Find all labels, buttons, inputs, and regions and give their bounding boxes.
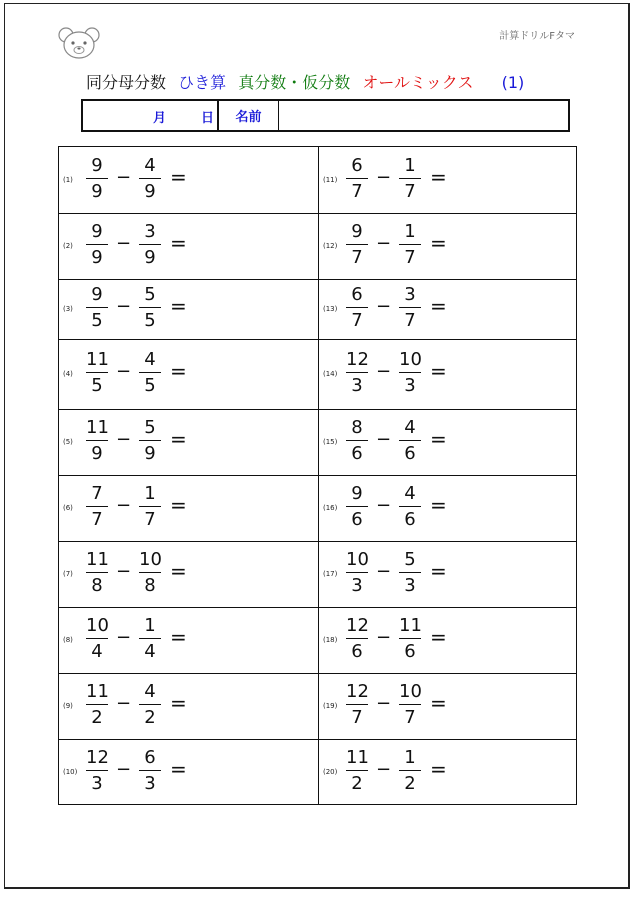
title-part-4: オールミックス — [362, 73, 474, 92]
denominator: 9 — [144, 247, 156, 268]
minus-sign: − — [116, 693, 132, 714]
minus-sign: − — [116, 233, 132, 254]
fraction-b — [139, 155, 161, 203]
equals-sign: = — [170, 427, 187, 451]
minus-sign: − — [376, 167, 392, 188]
numerator: 3 — [144, 221, 156, 242]
answer-area[interactable] — [457, 284, 567, 334]
fraction-a — [346, 747, 368, 795]
answer-area[interactable] — [197, 681, 307, 731]
numerator: 4 — [144, 349, 156, 370]
problem-number: (18) — [323, 636, 338, 644]
problem-6 — [59, 475, 317, 540]
numerator: 10 — [399, 349, 422, 370]
problem-number: (20) — [323, 768, 338, 776]
fraction-a — [346, 615, 368, 663]
minus-sign: − — [116, 361, 132, 382]
numerator: 5 — [144, 417, 156, 438]
numerator: 5 — [404, 549, 416, 570]
numerator: 9 — [351, 221, 363, 242]
fraction-bar — [86, 307, 108, 308]
fraction-bar — [86, 372, 108, 373]
fraction-a — [86, 615, 108, 663]
fraction-a — [86, 284, 108, 332]
bear-logo-icon — [57, 25, 101, 61]
problem-number: (4) — [63, 370, 73, 378]
day-label: 日 — [201, 111, 215, 126]
minus-sign: − — [116, 627, 132, 648]
problem-number: (8) — [63, 636, 73, 644]
numerator: 11 — [86, 681, 109, 702]
numerator: 11 — [86, 417, 109, 438]
numerator: 3 — [404, 284, 416, 305]
worksheet-title — [86, 70, 531, 93]
answer-area[interactable] — [457, 221, 567, 271]
numerator: 4 — [144, 155, 156, 176]
answer-area[interactable] — [457, 349, 567, 399]
numerator: 10 — [346, 549, 369, 570]
problem-4 — [59, 341, 317, 406]
answer-area[interactable] — [197, 221, 307, 271]
problem-number: (3) — [63, 305, 73, 313]
problem-number: (17) — [323, 570, 338, 578]
fraction-a — [346, 483, 368, 531]
fraction-bar — [139, 244, 161, 245]
fraction-a — [86, 417, 108, 465]
name-field[interactable] — [279, 101, 568, 130]
problem-number: (5) — [63, 438, 73, 446]
denominator: 3 — [91, 773, 103, 794]
numerator: 9 — [91, 155, 103, 176]
denominator: 5 — [144, 310, 156, 331]
problem-18 — [319, 607, 577, 672]
denominator: 7 — [404, 310, 416, 331]
problem-number: (1) — [63, 176, 73, 184]
numerator: 10 — [86, 615, 109, 636]
name-label: 名前 — [219, 101, 279, 130]
denominator: 2 — [404, 773, 416, 794]
fraction-bar — [399, 372, 421, 373]
equals-sign: = — [430, 427, 447, 451]
fraction-a — [346, 349, 368, 397]
fraction-bar — [139, 770, 161, 771]
problem-17 — [319, 541, 577, 606]
fraction-a — [86, 483, 108, 531]
fraction-bar — [86, 506, 108, 507]
problem-8 — [59, 607, 317, 672]
numerator: 8 — [351, 417, 363, 438]
denominator: 7 — [351, 707, 363, 728]
numerator: 11 — [86, 549, 109, 570]
fraction-b — [399, 681, 421, 729]
problem-20 — [319, 739, 577, 804]
equals-sign: = — [430, 559, 447, 583]
fraction-bar — [346, 372, 368, 373]
problem-number: (14) — [323, 370, 338, 378]
numerator: 6 — [351, 155, 363, 176]
minus-sign: − — [376, 361, 392, 382]
numerator: 9 — [91, 221, 103, 242]
equals-sign: = — [170, 294, 187, 318]
fraction-bar — [399, 440, 421, 441]
title-part-3: 真分数・仮分数 — [238, 73, 351, 92]
fraction-bar — [346, 178, 368, 179]
equals-sign: = — [170, 165, 187, 189]
fraction-bar — [399, 704, 421, 705]
problem-3 — [59, 276, 317, 341]
problem-number: (13) — [323, 305, 338, 313]
numerator: 10 — [139, 549, 162, 570]
answer-area[interactable] — [197, 747, 307, 797]
brand-text: 計算ドリルFタマ — [499, 31, 575, 42]
denominator: 7 — [351, 247, 363, 268]
equals-sign: = — [170, 691, 187, 715]
equals-sign: = — [430, 359, 447, 383]
fraction-bar — [399, 307, 421, 308]
title-part-1: 同分母分数 — [86, 73, 167, 92]
equals-sign: = — [430, 294, 447, 318]
equals-sign: = — [430, 165, 447, 189]
fraction-b — [399, 221, 421, 269]
numerator: 11 — [399, 615, 422, 636]
denominator: 4 — [144, 641, 156, 662]
problem-number: (10) — [63, 768, 78, 776]
problem-number: (9) — [63, 702, 73, 710]
equals-sign: = — [430, 493, 447, 517]
date-field[interactable] — [83, 101, 219, 130]
fraction-b — [139, 615, 161, 663]
numerator: 4 — [144, 681, 156, 702]
problem-number: (12) — [323, 242, 338, 250]
fraction-b — [399, 615, 421, 663]
problem-number: (2) — [63, 242, 73, 250]
problem-10 — [59, 739, 317, 804]
minus-sign: − — [116, 167, 132, 188]
denominator: 3 — [404, 575, 416, 596]
fraction-bar — [86, 638, 108, 639]
problem-number: (11) — [323, 176, 338, 184]
denominator: 5 — [91, 375, 103, 396]
fraction-a — [346, 417, 368, 465]
fraction-bar — [86, 440, 108, 441]
fraction-bar — [346, 638, 368, 639]
fraction-a — [346, 221, 368, 269]
fraction-bar — [399, 244, 421, 245]
minus-sign: − — [116, 296, 132, 317]
minus-sign: − — [376, 233, 392, 254]
problem-16 — [319, 475, 577, 540]
fraction-b — [139, 483, 161, 531]
fraction-b — [399, 417, 421, 465]
fraction-bar — [139, 506, 161, 507]
denominator: 5 — [144, 375, 156, 396]
answer-area[interactable] — [197, 615, 307, 665]
denominator: 2 — [91, 707, 103, 728]
fraction-a — [346, 155, 368, 203]
fraction-bar — [86, 178, 108, 179]
numerator: 4 — [404, 417, 416, 438]
problem-14 — [319, 341, 577, 406]
problem-19 — [319, 673, 577, 738]
denominator: 7 — [144, 509, 156, 530]
equals-sign: = — [170, 493, 187, 517]
fraction-bar — [346, 704, 368, 705]
numerator: 12 — [86, 747, 109, 768]
denominator: 2 — [144, 707, 156, 728]
denominator: 3 — [144, 773, 156, 794]
equals-sign: = — [170, 231, 187, 255]
problem-1 — [59, 147, 317, 212]
denominator: 9 — [144, 443, 156, 464]
fraction-b — [139, 349, 161, 397]
fraction-bar — [346, 244, 368, 245]
denominator: 4 — [91, 641, 103, 662]
numerator: 12 — [346, 681, 369, 702]
denominator: 9 — [91, 443, 103, 464]
problem-number: (19) — [323, 702, 338, 710]
fraction-b — [139, 417, 161, 465]
numerator: 11 — [86, 349, 109, 370]
problem-13 — [319, 276, 577, 341]
fraction-b — [139, 221, 161, 269]
month-label: 月 — [153, 111, 167, 126]
numerator: 4 — [404, 483, 416, 504]
problem-number: (16) — [323, 504, 338, 512]
name-date-bar — [81, 99, 570, 132]
numerator: 12 — [346, 615, 369, 636]
denominator: 8 — [91, 575, 103, 596]
numerator: 1 — [144, 615, 156, 636]
numerator: 10 — [399, 681, 422, 702]
numerator: 1 — [144, 483, 156, 504]
answer-area[interactable] — [197, 417, 307, 467]
equals-sign: = — [170, 559, 187, 583]
fraction-bar — [139, 440, 161, 441]
denominator: 5 — [91, 310, 103, 331]
numerator: 6 — [351, 284, 363, 305]
denominator: 7 — [91, 509, 103, 530]
fraction-bar — [139, 704, 161, 705]
fraction-bar — [346, 307, 368, 308]
minus-sign: − — [116, 561, 132, 582]
fraction-a — [346, 284, 368, 332]
fraction-bar — [86, 704, 108, 705]
numerator: 9 — [351, 483, 363, 504]
answer-area[interactable] — [457, 155, 567, 205]
numerator: 5 — [144, 284, 156, 305]
minus-sign: − — [376, 495, 392, 516]
answer-area[interactable] — [457, 483, 567, 533]
fraction-b — [139, 681, 161, 729]
title-part-2: ひき算 — [178, 73, 227, 92]
answer-area[interactable] — [457, 615, 567, 665]
sheet-number: (1) — [501, 73, 525, 92]
problem-12 — [319, 213, 577, 278]
fraction-a — [86, 747, 108, 795]
minus-sign: − — [116, 759, 132, 780]
numerator: 6 — [144, 747, 156, 768]
equals-sign: = — [170, 757, 187, 781]
fraction-bar — [399, 770, 421, 771]
fraction-bar — [86, 244, 108, 245]
fraction-b — [399, 349, 421, 397]
fraction-a — [86, 221, 108, 269]
fraction-b — [399, 483, 421, 531]
denominator: 9 — [144, 181, 156, 202]
denominator: 3 — [351, 375, 363, 396]
denominator: 2 — [351, 773, 363, 794]
minus-sign: − — [376, 759, 392, 780]
equals-sign: = — [430, 231, 447, 255]
numerator: 9 — [91, 284, 103, 305]
problem-number: (7) — [63, 570, 73, 578]
numerator: 1 — [404, 155, 416, 176]
answer-area[interactable] — [197, 155, 307, 205]
problem-number: (6) — [63, 504, 73, 512]
fraction-a — [346, 549, 368, 597]
equals-sign: = — [170, 359, 187, 383]
answer-area[interactable] — [457, 747, 567, 797]
fraction-a — [346, 681, 368, 729]
denominator: 6 — [351, 443, 363, 464]
problem-grid — [58, 146, 577, 805]
minus-sign: − — [116, 429, 132, 450]
answer-area[interactable] — [197, 483, 307, 533]
fraction-bar — [399, 506, 421, 507]
fraction-b — [139, 284, 161, 332]
fraction-bar — [399, 572, 421, 573]
fraction-bar — [139, 572, 161, 573]
problem-number: (15) — [323, 438, 338, 446]
fraction-bar — [86, 770, 108, 771]
denominator: 6 — [404, 509, 416, 530]
fraction-b — [399, 747, 421, 795]
fraction-bar — [399, 638, 421, 639]
fraction-a — [86, 681, 108, 729]
minus-sign: − — [376, 627, 392, 648]
denominator: 9 — [91, 181, 103, 202]
fraction-bar — [86, 572, 108, 573]
problem-5 — [59, 409, 317, 474]
problem-9 — [59, 673, 317, 738]
fraction-bar — [139, 307, 161, 308]
fraction-b — [139, 747, 161, 795]
numerator: 1 — [404, 221, 416, 242]
fraction-bar — [346, 770, 368, 771]
fraction-bar — [346, 506, 368, 507]
equals-sign: = — [430, 757, 447, 781]
minus-sign: − — [116, 495, 132, 516]
denominator: 9 — [91, 247, 103, 268]
fraction-a — [86, 155, 108, 203]
denominator: 6 — [404, 641, 416, 662]
problem-15 — [319, 409, 577, 474]
answer-area[interactable] — [197, 284, 307, 334]
equals-sign: = — [170, 625, 187, 649]
denominator: 7 — [404, 181, 416, 202]
minus-sign: − — [376, 561, 392, 582]
numerator: 7 — [91, 483, 103, 504]
answer-area[interactable] — [457, 549, 567, 599]
fraction-bar — [346, 572, 368, 573]
denominator: 8 — [144, 575, 156, 596]
fraction-bar — [139, 178, 161, 179]
numerator: 11 — [346, 747, 369, 768]
answer-area[interactable] — [197, 549, 307, 599]
denominator: 7 — [404, 707, 416, 728]
numerator: 1 — [404, 747, 416, 768]
problem-7 — [59, 541, 317, 606]
equals-sign: = — [430, 691, 447, 715]
fraction-b — [399, 284, 421, 332]
fraction-b — [399, 549, 421, 597]
denominator: 7 — [404, 247, 416, 268]
fraction-b — [139, 549, 161, 597]
problem-2 — [59, 213, 317, 278]
answer-area[interactable] — [457, 681, 567, 731]
fraction-b — [399, 155, 421, 203]
equals-sign: = — [430, 625, 447, 649]
fraction-bar — [346, 440, 368, 441]
denominator: 6 — [351, 641, 363, 662]
problem-11 — [319, 147, 577, 212]
fraction-bar — [139, 638, 161, 639]
denominator: 6 — [351, 509, 363, 530]
answer-area[interactable] — [197, 349, 307, 399]
fraction-a — [86, 349, 108, 397]
fraction-bar — [139, 372, 161, 373]
denominator: 6 — [404, 443, 416, 464]
minus-sign: − — [376, 429, 392, 450]
minus-sign: − — [376, 296, 392, 317]
fraction-a — [86, 549, 108, 597]
minus-sign: − — [376, 693, 392, 714]
denominator: 7 — [351, 181, 363, 202]
fraction-bar — [399, 178, 421, 179]
denominator: 7 — [351, 310, 363, 331]
denominator: 3 — [404, 375, 416, 396]
denominator: 3 — [351, 575, 363, 596]
answer-area[interactable] — [457, 417, 567, 467]
numerator: 12 — [346, 349, 369, 370]
